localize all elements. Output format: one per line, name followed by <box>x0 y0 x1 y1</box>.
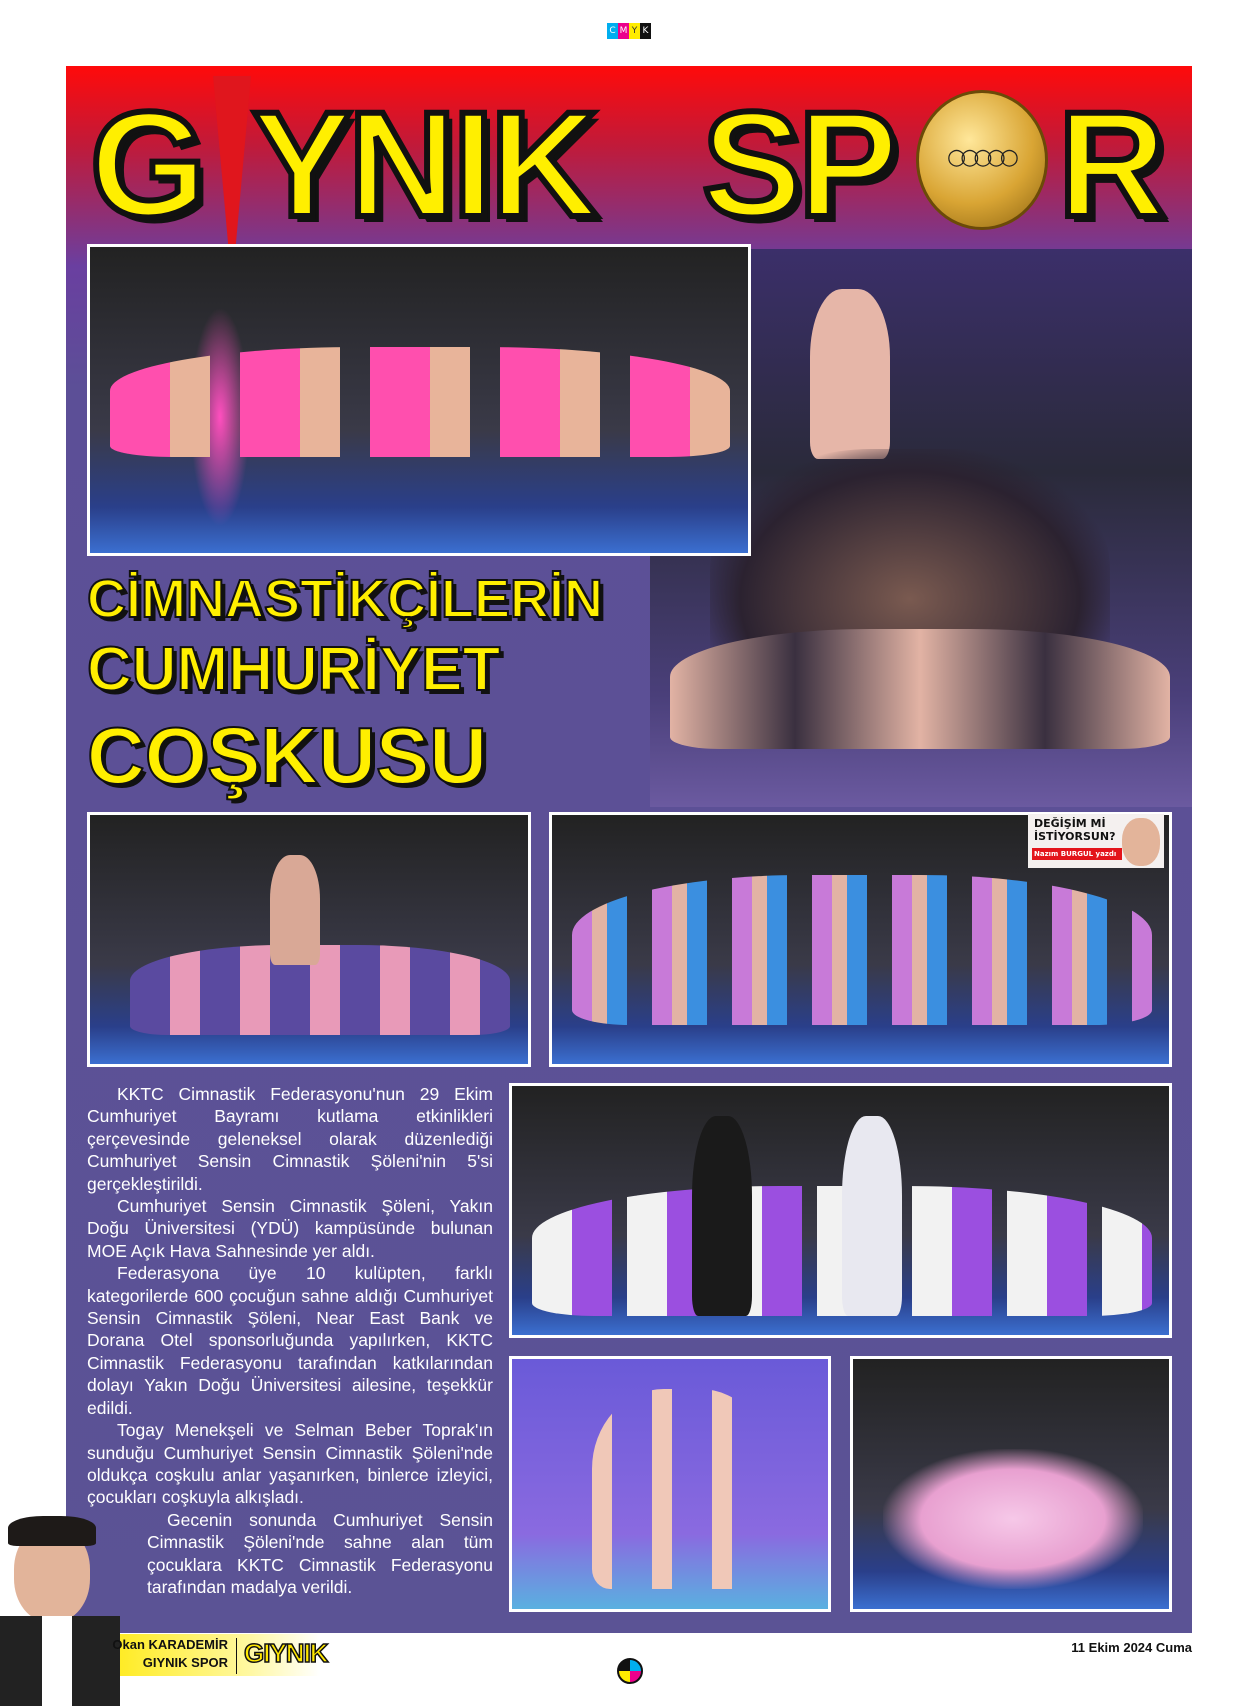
photo-medal-ceremony <box>509 1083 1172 1338</box>
headline-line-1: CİMNASTİKÇİLERİN <box>87 569 603 629</box>
column-badge-title-1: DEĞİŞİM Mİ <box>1034 817 1106 830</box>
article-paragraph: Togay Menekşeli ve Selman Beber Toprak'ın sunduğu Cumhuriyet Sensin Cimnastik Şöleni'nde oldukça coşkulu anlar yaşanırken, binlerce izleyici, çocukları coşkuyla alkışladı. <box>87 1420 493 1508</box>
cmyk-m: M <box>618 23 629 39</box>
photo-gymnasts-blue-leotards <box>87 812 531 1067</box>
issue-date: 11 Ekim 2024 Cuma <box>1071 1640 1192 1655</box>
author-section: GIYNIK SPOR <box>142 1655 228 1670</box>
footer-logo: GIYNIK <box>244 1638 328 1668</box>
photo-gymnasts-pink-tutus <box>850 1356 1172 1612</box>
author-photo <box>0 1516 130 1700</box>
cmyk-c: C <box>607 23 618 39</box>
masthead-title: G <box>90 80 203 248</box>
headline-line-3: COŞKUSU <box>87 711 488 800</box>
cmyk-y: Y <box>629 23 640 39</box>
photo-gymnasts-legs-up <box>509 1356 831 1612</box>
registration-mark-icon <box>617 1658 643 1684</box>
column-badge-author: Nazım BURGUL yazdı <box>1032 848 1122 860</box>
article-paragraph: Cumhuriyet Sensin Cimnastik Şöleni, Yakın Doğu Üniversitesi (YDÜ) kampüsünde bulunan MOE Açık Hava Sahnesinde yer aldı. <box>87 1196 493 1261</box>
column-badge-title-2: İSTİYORSUN? <box>1034 830 1116 843</box>
article-body <box>87 1083 493 1598</box>
article-paragraph: Gecenin sonunda Cumhuriyet Sensin Cimnastik Şöleni'nde sahne alan tüm çocuklara KKTC Cimnastik Federasyonu tarafından madalya verildi. <box>147 1509 493 1597</box>
cmyk-k: K <box>640 23 651 39</box>
columnist-avatar <box>1122 818 1160 866</box>
headline-line-2: CUMHURİYET <box>87 635 501 704</box>
footer-divider <box>236 1638 237 1674</box>
author-byline <box>96 1636 228 1672</box>
article-paragraph: KKTC Cimnastik Federasyonu'nun 29 Ekim Cumhuriyet Bayramı kutlama etkinlikleri çerçevesinde geleneksel olarak düzenlediği Cumhuriyet Sensin Cimnastik Şöleni'nin 5'si gerçekleştirildi. <box>87 1084 493 1194</box>
article-paragraph: Federasyona üye 10 kulüpten, farklı kategorilerde 600 çocuğun sahne aldığı Cumhuriyet Sensin Cimnastik Şöleni, Near East Bank ve Dorana Otel sponsorluğunda yapılırken, KKTC Cimnastik Federasyonu tarafından katkılarından dolayı Yakın Doğu Üniversitesi ailesine, teşekkür edildi. <box>87 1263 493 1418</box>
masthead-title: R <box>1058 80 1163 248</box>
photo-gymnasts-backbend-pink <box>87 244 751 556</box>
masthead-title: YNIK SP <box>252 80 895 248</box>
cmyk-print-mark <box>607 23 651 39</box>
column-badge[interactable] <box>1028 814 1164 868</box>
author-name: Okan KARADEMİR <box>112 1637 228 1652</box>
gold-medal-olympic-rings-icon: ○○○○○ <box>916 90 1048 230</box>
